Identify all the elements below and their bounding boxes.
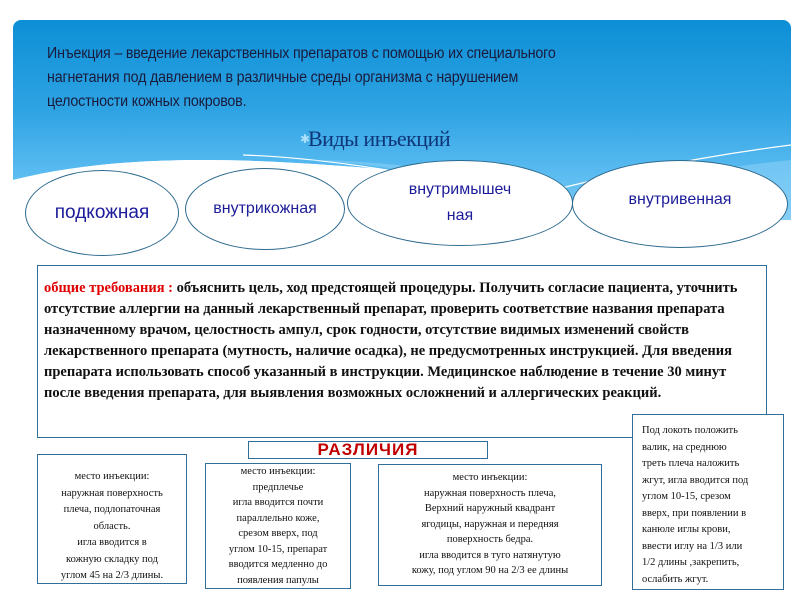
detail-line: ослабить жгут. xyxy=(642,573,709,585)
detail-line: игла вводится в xyxy=(77,537,147,548)
intradermal-details xyxy=(205,463,351,589)
detail-line: параллельно коже, xyxy=(236,512,320,524)
detail-line: место инъекции: xyxy=(452,472,528,483)
detail-line: треть плеча наложить xyxy=(642,458,740,469)
detail-line: кожную складку под xyxy=(66,553,158,565)
requirements-label: общие требования : xyxy=(44,280,173,296)
detail-line: углом 10-15, препарат xyxy=(228,543,328,555)
intravenous-details xyxy=(632,414,784,590)
type-label: внутримышеч xyxy=(408,181,512,198)
requirements-body: объяснить цель, ход предстоящей процедуры. Получить согласие пациента, уточнить отсутствие аллергии на данный лекарственный препарат, проверить соответствие названия препарата назначенному врачом, целостность ампул, срок годности, отсутствие видимых изменений свойств лекарственного препарата (мутность, наличие осадка), не предусмотренных инструкцией. Для введения препарата использовать способ указанный в инструкции. Медицинское наблюдение в течение 30 минут после введения препарата, для выявления возможных осложнений и аллергических реакций. xyxy=(44,280,738,401)
detail-line: срезом вверх, под xyxy=(238,528,318,539)
detail-line: место инъекции: xyxy=(74,471,150,482)
detail-line: углом 10-15, срезом xyxy=(642,491,731,502)
detail-line: игла вводится в туго натянутую xyxy=(419,549,561,561)
injection-definition xyxy=(47,42,746,114)
detail-line: Верхний наружный квадрант xyxy=(424,503,556,514)
definition-line: целостности кожных покровов. xyxy=(47,93,247,110)
subcutaneous-details xyxy=(37,454,187,584)
detail-line: ввести иглу на 1/3 или xyxy=(642,540,743,552)
detail-line: Под локоть положить xyxy=(642,425,738,436)
type-intravenous xyxy=(572,160,788,248)
intramuscular-details xyxy=(378,464,602,586)
detail-line: валик, на среднюю xyxy=(642,441,727,453)
type-label: внутривенная xyxy=(628,191,732,208)
detail-line: вверх, при появлении в xyxy=(642,507,747,519)
detail-line: появления папулы xyxy=(237,574,319,586)
type-label: подкожная xyxy=(54,202,150,223)
detail-line: 1/2 длины ,закрепить, xyxy=(642,557,740,568)
type-label: ная xyxy=(446,207,474,224)
type-intramuscular xyxy=(347,160,573,246)
detail-line: предплечье xyxy=(252,481,304,493)
detail-line: канюле иглы крови, xyxy=(642,524,731,535)
definition-line: Инъекция – введение лекарственных препаратов с помощью их специального xyxy=(47,45,556,62)
detail-line: жгут, игла вводится под xyxy=(642,474,749,486)
detail-line: углом 45 на 2/3 длины. xyxy=(60,570,164,581)
bullet-icon: ✱ xyxy=(300,132,311,146)
type-subcutaneous xyxy=(25,170,179,256)
requirements-text xyxy=(44,278,764,404)
type-label: внутрикожная xyxy=(213,200,317,217)
detail-line: место инъекции: xyxy=(240,466,316,477)
detail-line: поверхность бедра. xyxy=(446,534,534,545)
detail-line: плеча, подлопаточная xyxy=(63,504,161,515)
detail-line: ягодицы, наружная и передняя xyxy=(421,518,559,530)
detail-line: наружная поверхность xyxy=(61,487,163,499)
detail-line: вводится медленно до xyxy=(228,559,328,570)
detail-line: игла вводится почти xyxy=(232,497,324,508)
detail-line: область. xyxy=(93,520,131,532)
detail-line: наружная поверхность плеча, xyxy=(423,487,557,499)
general-requirements-box xyxy=(37,265,767,438)
type-intradermal xyxy=(185,168,345,250)
differences-title: РАЗЛИЧИЯ xyxy=(248,441,488,459)
detail-line: кожу, под углом 90 на 2/3 ее длины xyxy=(411,565,569,576)
section-title: Виды инъекций xyxy=(308,126,451,151)
definition-line: нагнетания под давлением в различные среды организма с нарушением xyxy=(47,69,519,86)
